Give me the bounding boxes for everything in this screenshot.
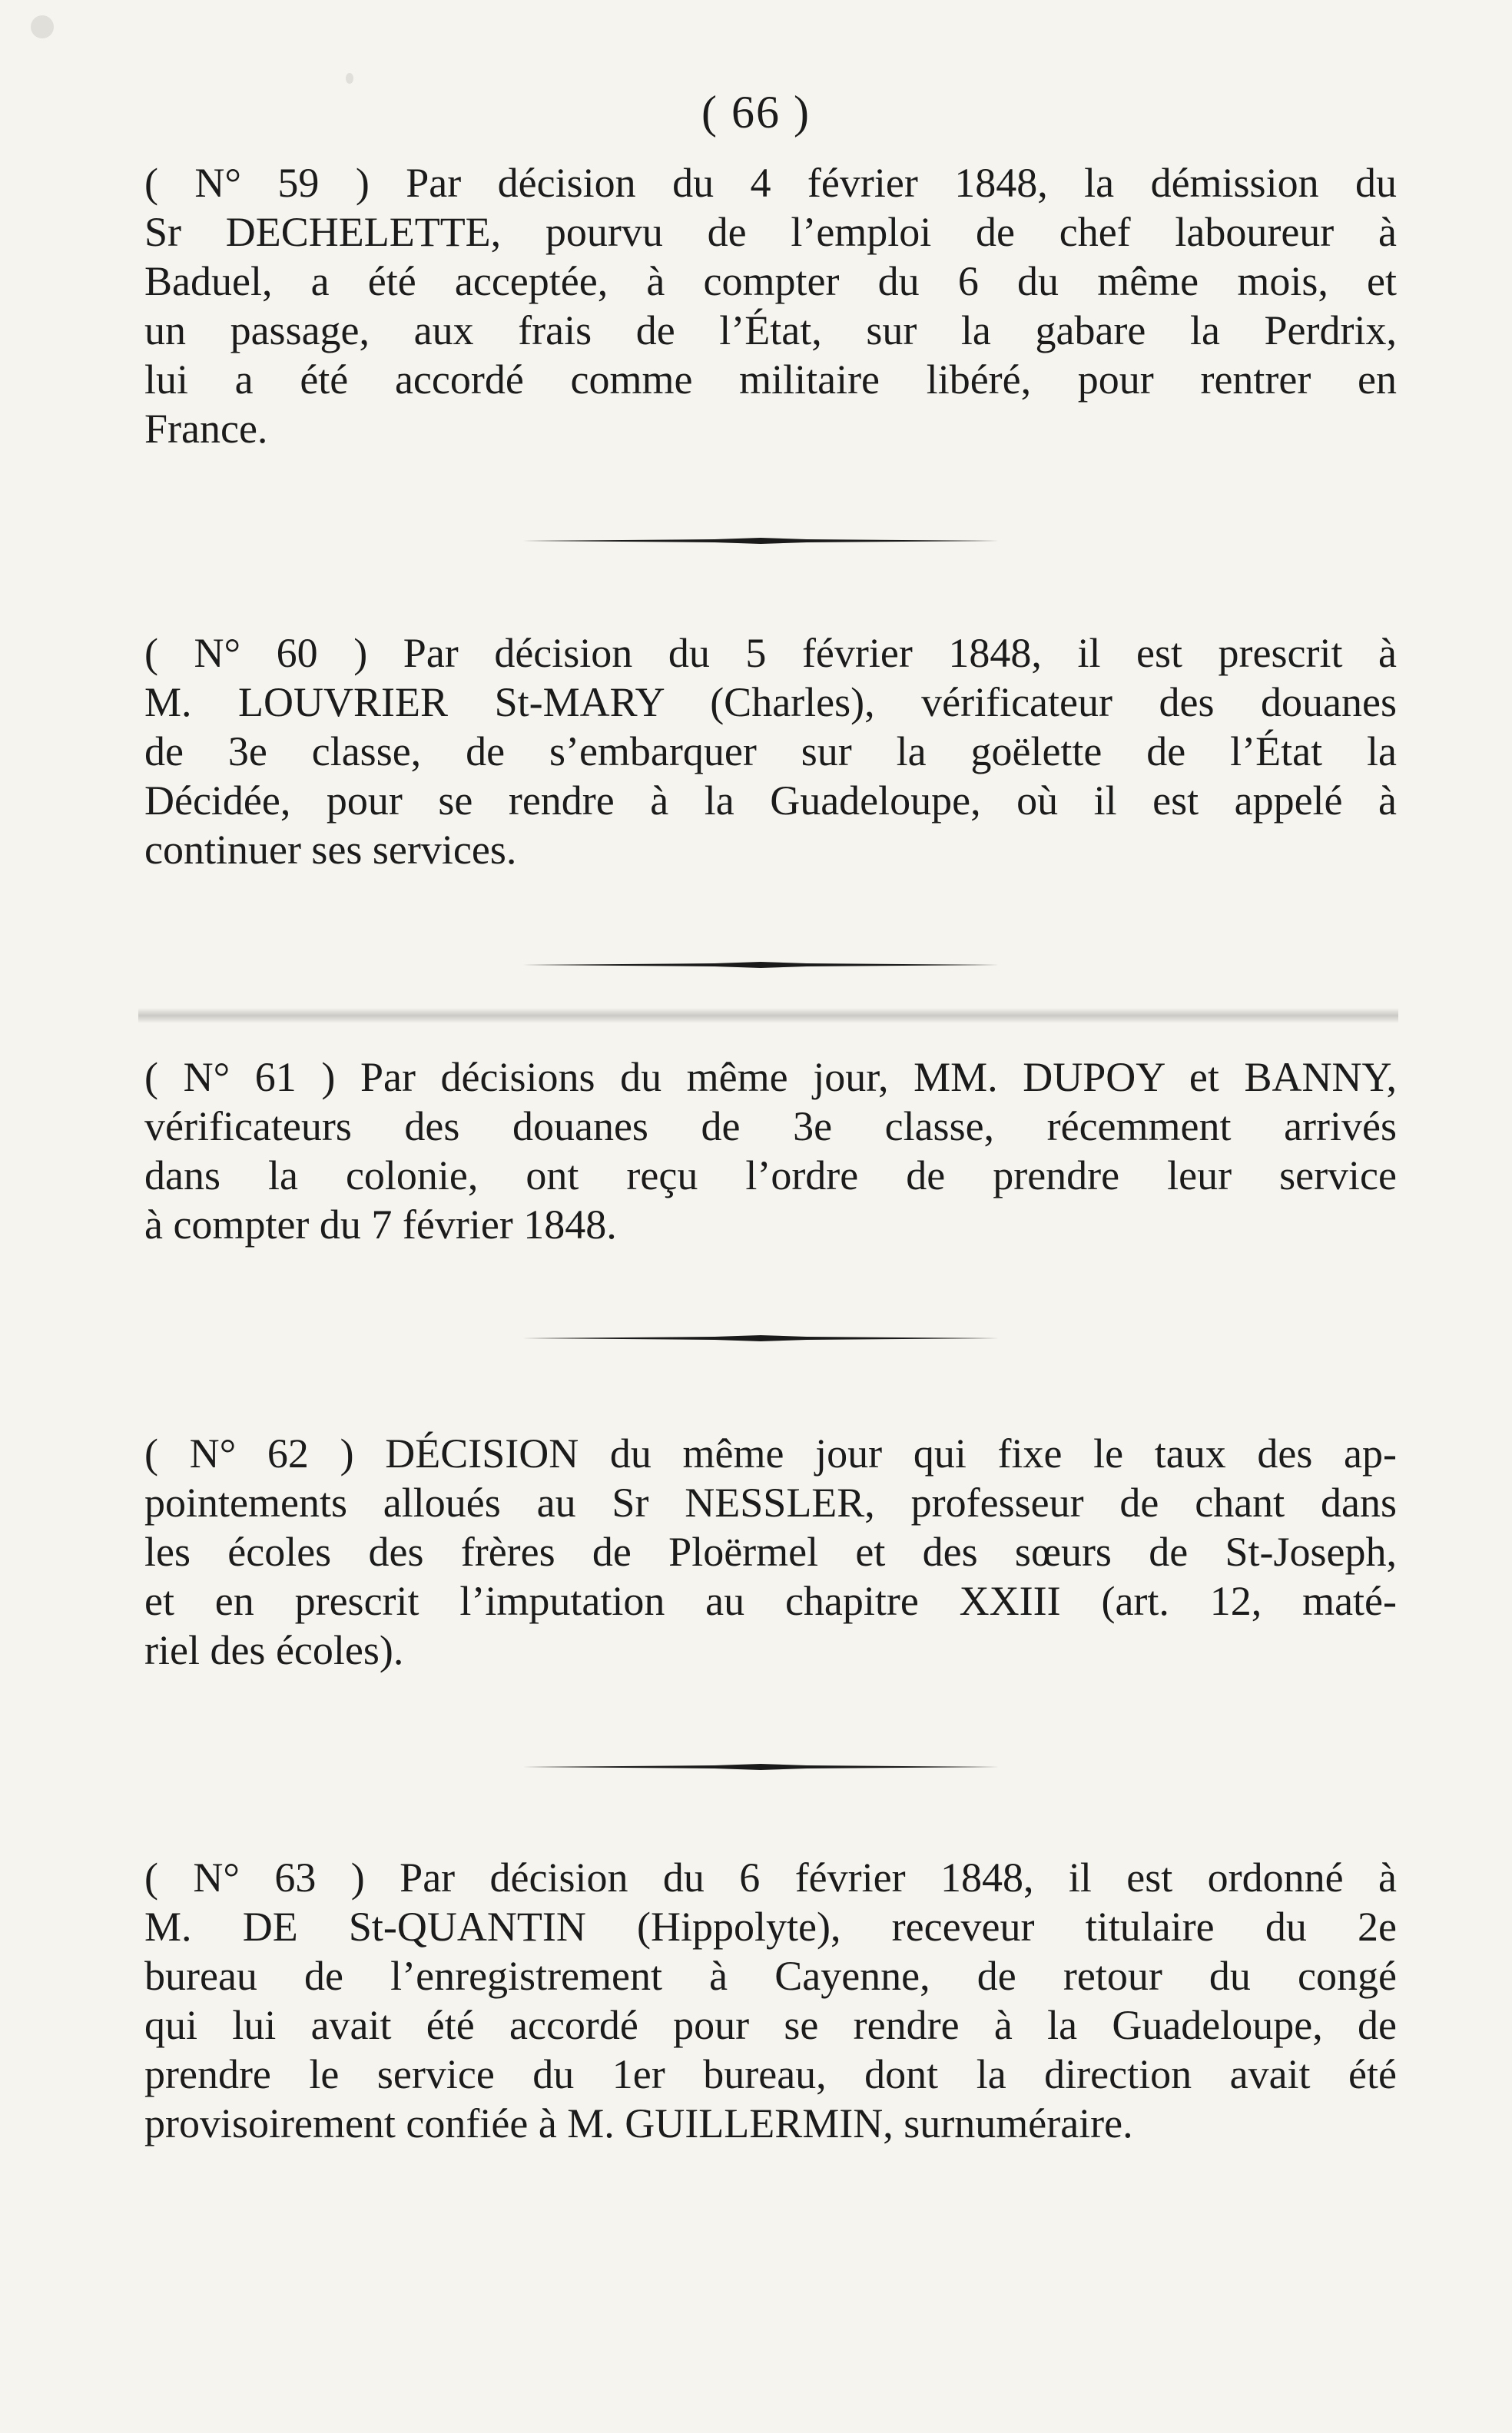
entry-63-line-2: M. DE St-QUANTIN (Hippolyte), receveur titulaire du 2e [144,1904,1397,1950]
entry-62-line-5: riel des écoles). [144,1627,404,1673]
entry-63-line-4: qui lui avait été accordé pour se rendre à la Guadeloupe, de [144,2002,1397,2048]
section-divider [522,962,999,968]
entry-62-line-1: ( N° 62 ) DÉCISION du même jour qui fixe le taux des ap- [144,1430,1397,1477]
entry-59-line-5: lui a été accordé comme militaire libéré, pour rentrer en [144,356,1397,403]
entry-63-line-3: bureau de l’enregistrement à Cayenne, de retour du congé [144,1953,1397,1999]
entry-59-line-1: ( N° 59 ) Par décision du 4 février 1848, la démission du [144,160,1397,206]
entry-60 [144,628,1397,874]
entry-60-line-3: de 3e classe, de s’embarquer sur la goëlette de l’État la [144,728,1397,774]
entry-63-line-5: prendre le service du 1er bureau, dont la direction avait été [144,2051,1397,2097]
entry-60-line-2: M. LOUVRIER St-MARY (Charles), vérificateur des douanes [144,679,1397,725]
entry-59-line-4: un passage, aux frais de l’État, sur la gabare la Perdrix, [144,307,1397,353]
entry-63-line-6: provisoirement confiée à M. GUILLERMIN, surnuméraire. [144,2100,1133,2146]
entry-59-line-3: Baduel, a été acceptée, à compter du 6 du même mois, et [144,258,1397,304]
section-divider [522,1764,999,1770]
entry-62-line-3: les écoles des frères de Ploërmel et des sœurs de St-Joseph, [144,1529,1397,1575]
entry-62-line-4: et en prescrit l’imputation au chapitre XXIII (art. 12, maté- [144,1578,1397,1624]
entry-61-line-2: vérificateurs des douanes de 3e classe, récemment arrivés [144,1103,1397,1149]
section-divider [522,1335,999,1341]
entry-62-line-2: pointements alloués au Sr NESSLER, professeur de chant dans [144,1480,1397,1526]
entry-59-line-2: Sr DECHELETTE, pourvu de l’emploi de chef laboureur à [144,209,1397,255]
entry-61-line-1: ( N° 61 ) Par décisions du même jour, MM. DUPOY et BANNY, [144,1054,1397,1100]
entry-59-line-6: France. [144,406,268,452]
entry-61 [144,1052,1397,1249]
entry-60-line-5: continuer ses services. [144,827,517,873]
page-number: ( 66 ) [701,87,811,138]
entry-59 [144,158,1397,453]
entry-63 [144,1853,1397,2148]
entry-61-line-3: dans la colonie, ont reçu l’ordre de prendre leur service [144,1152,1397,1198]
entry-60-line-4: Décidée, pour se rendre à la Guadeloupe, où il est appelé à [144,777,1397,824]
entry-63-line-1: ( N° 63 ) Par décision du 6 février 1848, il est ordonné à [144,1855,1397,1901]
entry-62 [144,1429,1397,1675]
entry-61-line-4: à compter du 7 février 1848. [144,1202,617,1248]
bleed-through-rule [138,1008,1398,1023]
entry-60-line-1: ( N° 60 ) Par décision du 5 février 1848, il est prescrit à [144,630,1397,676]
paper-stain [31,15,54,38]
section-divider [522,538,999,544]
paper-stain [346,73,353,84]
